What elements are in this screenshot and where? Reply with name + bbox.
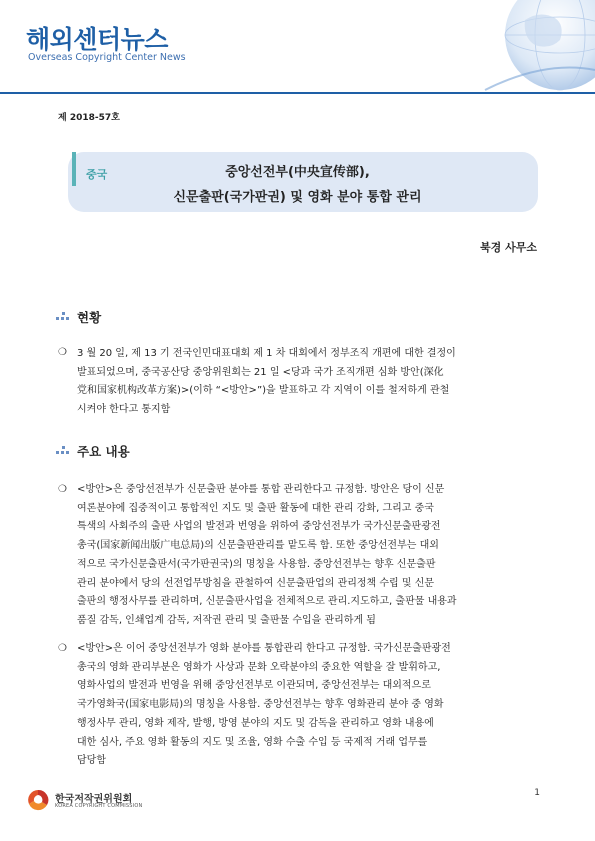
commission-logo-icon: [26, 788, 50, 812]
country-label: 중국: [86, 168, 108, 181]
section-heading-main-content: 주요 내용: [77, 444, 130, 459]
article-title-line1: 중앙선전부(中央宣传部),: [225, 165, 370, 180]
commission-name-english: KOREA COPYRIGHT COMMISSION: [55, 803, 143, 809]
circle-bullet-icon: ❍: [58, 484, 67, 495]
main-content-paragraph-1: <방안>은 중앙선전부가 신문출판 분야를 통합 관리한다고 규정함. 방안은 당이 신문 여론분야에 집중적이고 통합적인 지도 및 출판 활동에 대한 관리 강화, 그리고 중국 특색의 사회주의 출판 사업의 발전과 번영을 위하여 중앙선전부가 국가신문출판광전 총국(国家新闻出版广电总局)의 신문출판관리를 맡도록 함. 또한 중앙선전부는 대외 적으로 국가신문출판서(국가판권국)의 명칭을 사용함. 중앙선전부는 향후 신문출판 관리 분야에서 당의 선전업무방침을 관철하여 신문출판업의 관리정책 수립 및 신문 출판의 행정사무를 관리하며, 신문출판사업을 전체적으로 관리.지도하고, 출판물 내용과 품질 감독, 인쇄업계 감독, 저작권 관리 및 출판물 수입을 관리하게 됨: [77, 484, 457, 626]
office-name: 북경 사무소: [480, 241, 537, 254]
commission-name: 한국저작권위원회: [55, 794, 133, 805]
circle-bullet-icon: ❍: [58, 643, 67, 654]
page-number: 1: [534, 788, 540, 798]
newsletter-subtitle: Overseas Copyright Center News: [28, 52, 186, 63]
globe-graphic: [465, 0, 595, 95]
article-title-line2: 신문출판(국가판권) 및 영화 분야 통합 관리: [173, 190, 422, 205]
circle-bullet-icon: ❍: [58, 347, 67, 358]
main-content-paragraph-2: <방안>은 이어 중앙선전부가 영화 분야를 통합관리 한다고 규정함. 국가신문출판광전 총국의 영화 관리부분은 영화가 사상과 문화 오락분야의 중요한 역할을 잘 발휘하고, 영화사업의 발전과 번영을 위해 중앙선전부로 이관되며, 중앙선전부는 대외적으로 국가영화국(国家电影局)의 명칭을 사용함. 중앙선전부는 향후 영화관리 분야 중 영화 행정사무 관리, 영화 제작, 발행, 방영 분야의 지도 및 감독을 관리하고 영화 내용에 대한 심사, 주요 영화 활동의 지도 및 조율, 영화 수출 수입 등 국제적 거래 업무를 담당함: [77, 643, 451, 767]
status-paragraph: 3 월 20 일, 제 13 기 전국인민대표대회 제 1 차 대회에서 정부조직 개편에 대한 결정이 발표되었으며, 중국공산당 중앙위원회는 21 일 <당과 국가 조직개편 심화 방안(深化 党和国家机构改革方案)>(이하 “<방안>”)을 발표하고 각 지역이 이를 철저하게 관철 시켜야 한다고 통지함: [77, 348, 456, 416]
section-heading-status: 현황: [77, 310, 102, 325]
issue-number: 제 2018-57호: [58, 113, 120, 123]
section-bullet-icon: [56, 312, 70, 324]
header-divider: [0, 92, 595, 94]
section-bullet-icon: [56, 446, 70, 458]
newsletter-title: 해외센터뉴스: [26, 25, 168, 54]
